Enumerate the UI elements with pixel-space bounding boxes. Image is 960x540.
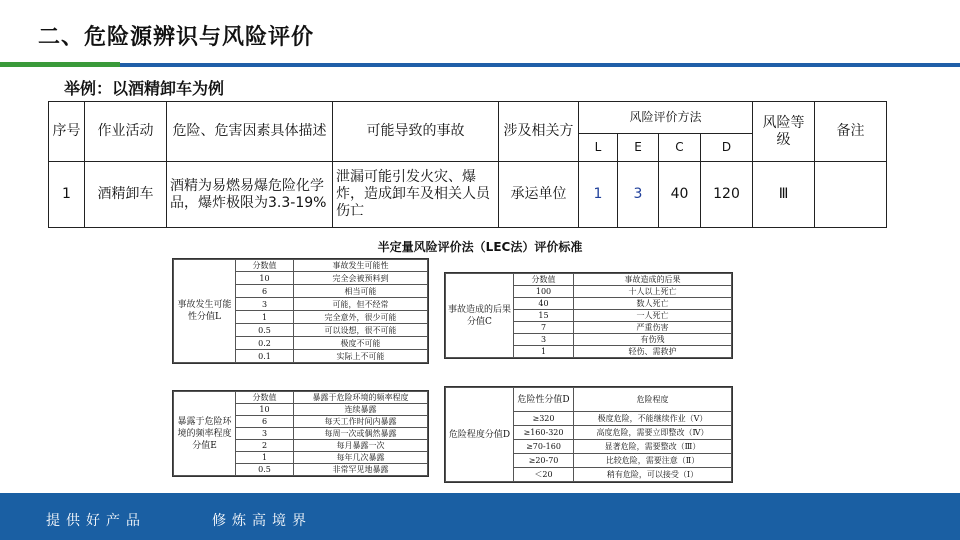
score-cell: 3 (236, 428, 294, 440)
desc-cell: 一人死亡 (574, 310, 732, 322)
header-method: 风险评价方法 (579, 102, 753, 134)
lec-C-table (444, 272, 733, 359)
score-cell: ≥160-320 (514, 426, 574, 440)
score-cell: 0.5 (236, 324, 294, 337)
score-cell: 7 (514, 322, 574, 334)
score-cell: 100 (514, 286, 574, 298)
desc-cell: 轻伤、需救护 (574, 346, 732, 358)
desc-cell: 严重伤害 (574, 322, 732, 334)
D-header-desc: 危险程度 (574, 388, 732, 412)
L-header-desc: 事故发生可能性 (294, 260, 428, 272)
risk-assessment-table (48, 101, 887, 228)
score-cell: 3 (514, 334, 574, 346)
desc-cell: 每天工作时间内暴露 (294, 416, 428, 428)
cell-hazard: 酒精为易燃易爆危险化学品，爆炸极限为3.3-19% (167, 162, 333, 228)
footer-slogan-left: 提供好产品 (46, 513, 146, 529)
lec-title: 半定量风险评价法（LEC法）评价标准 (377, 240, 583, 254)
header-green-line (0, 62, 120, 67)
header-accident: 可能导致的事故 (333, 102, 499, 162)
cell-remark (815, 162, 887, 228)
desc-cell: 数人死亡 (574, 298, 732, 310)
cell-E: 3 (618, 162, 659, 228)
cell-activity: 酒精卸车 (85, 162, 167, 228)
score-cell: 0.2 (236, 337, 294, 350)
E-header-desc: 暴露于危险环境的频率程度 (294, 392, 428, 404)
score-cell: 6 (236, 285, 294, 298)
desc-cell: 每年几次暴露 (294, 452, 428, 464)
header-level: 风险等级 (753, 102, 815, 162)
page-title: 二、危险源辨识与风险评价 (38, 25, 315, 50)
desc-cell: 连续暴露 (294, 404, 428, 416)
score-cell: 6 (236, 416, 294, 428)
cell-L: 1 (579, 162, 618, 228)
score-cell: 1 (514, 346, 574, 358)
lec-L-table (172, 258, 429, 364)
desc-cell: 极度不可能 (294, 337, 428, 350)
D-label: 危险程度分值D (446, 388, 514, 482)
header-remark: 备注 (815, 102, 887, 162)
L-header-score: 分数值 (236, 260, 294, 272)
lec-D-table (444, 386, 733, 483)
header-L: L (579, 134, 618, 162)
desc-cell: 显著危险，需要整改（Ⅲ） (574, 440, 732, 454)
E-header-score: 分数值 (236, 392, 294, 404)
score-cell: ≥70-160 (514, 440, 574, 454)
header-no: 序号 (49, 102, 85, 162)
desc-cell: 完全意外，很少可能 (294, 311, 428, 324)
example-heading: 举例：以酒精卸车为例 (64, 79, 225, 98)
score-cell: 2 (236, 440, 294, 452)
cell-C: 40 (659, 162, 701, 228)
score-cell: 10 (236, 272, 294, 285)
header-hazard: 危险、危害因素具体描述 (167, 102, 333, 162)
score-cell: ≥320 (514, 412, 574, 426)
desc-cell: 有伤残 (574, 334, 732, 346)
score-cell: 0.5 (236, 464, 294, 476)
desc-cell: 可能，但不经常 (294, 298, 428, 311)
desc-cell: 实际上不可能 (294, 350, 428, 363)
cell-no: 1 (49, 162, 85, 228)
desc-cell: 完全会被预料到 (294, 272, 428, 285)
cell-level: Ⅲ (753, 162, 815, 228)
score-cell: ≥20-70 (514, 454, 574, 468)
desc-cell: 比较危险，需要注意（Ⅱ） (574, 454, 732, 468)
desc-cell: 可以设想，很不可能 (294, 324, 428, 337)
header-E: E (618, 134, 659, 162)
desc-cell: 每周一次或偶然暴露 (294, 428, 428, 440)
score-cell: 0.1 (236, 350, 294, 363)
desc-cell: 十人以上死亡 (574, 286, 732, 298)
cell-D: 120 (701, 162, 753, 228)
header-blue-line (120, 63, 960, 67)
cell-accident: 泄漏可能引发火灾、爆炸，造成卸车及相关人员伤亡 (333, 162, 499, 228)
cell-party: 承运单位 (499, 162, 579, 228)
score-cell: 1 (236, 311, 294, 324)
desc-cell: 稍有危险，可以接受（Ⅰ） (574, 468, 732, 482)
C-header-desc: 事故造成的后果 (574, 274, 732, 286)
desc-cell: 每月暴露一次 (294, 440, 428, 452)
score-cell: 40 (514, 298, 574, 310)
score-cell: 10 (236, 404, 294, 416)
desc-cell: 高度危险，需要立即整改（Ⅳ） (574, 426, 732, 440)
desc-cell: 极度危险，不能继续作业（Ⅴ） (574, 412, 732, 426)
header-party: 涉及相关方 (499, 102, 579, 162)
header-D: D (701, 134, 753, 162)
score-cell: ＜20 (514, 468, 574, 482)
C-header-score: 分数值 (514, 274, 574, 286)
E-label: 暴露于危险环境的频率程度分值E (174, 392, 236, 476)
footer-slogan-right: 修炼高境界 (212, 513, 312, 529)
D-header-score: 危险性分值D (514, 388, 574, 412)
score-cell: 1 (236, 452, 294, 464)
score-cell: 3 (236, 298, 294, 311)
desc-cell: 非常罕见地暴露 (294, 464, 428, 476)
score-cell: 15 (514, 310, 574, 322)
C-label: 事故造成的后果分值C (446, 274, 514, 358)
L-label: 事故发生可能性分值L (174, 260, 236, 363)
desc-cell: 相当可能 (294, 285, 428, 298)
header-activity: 作业活动 (85, 102, 167, 162)
lec-E-table (172, 390, 429, 477)
header-C: C (659, 134, 701, 162)
